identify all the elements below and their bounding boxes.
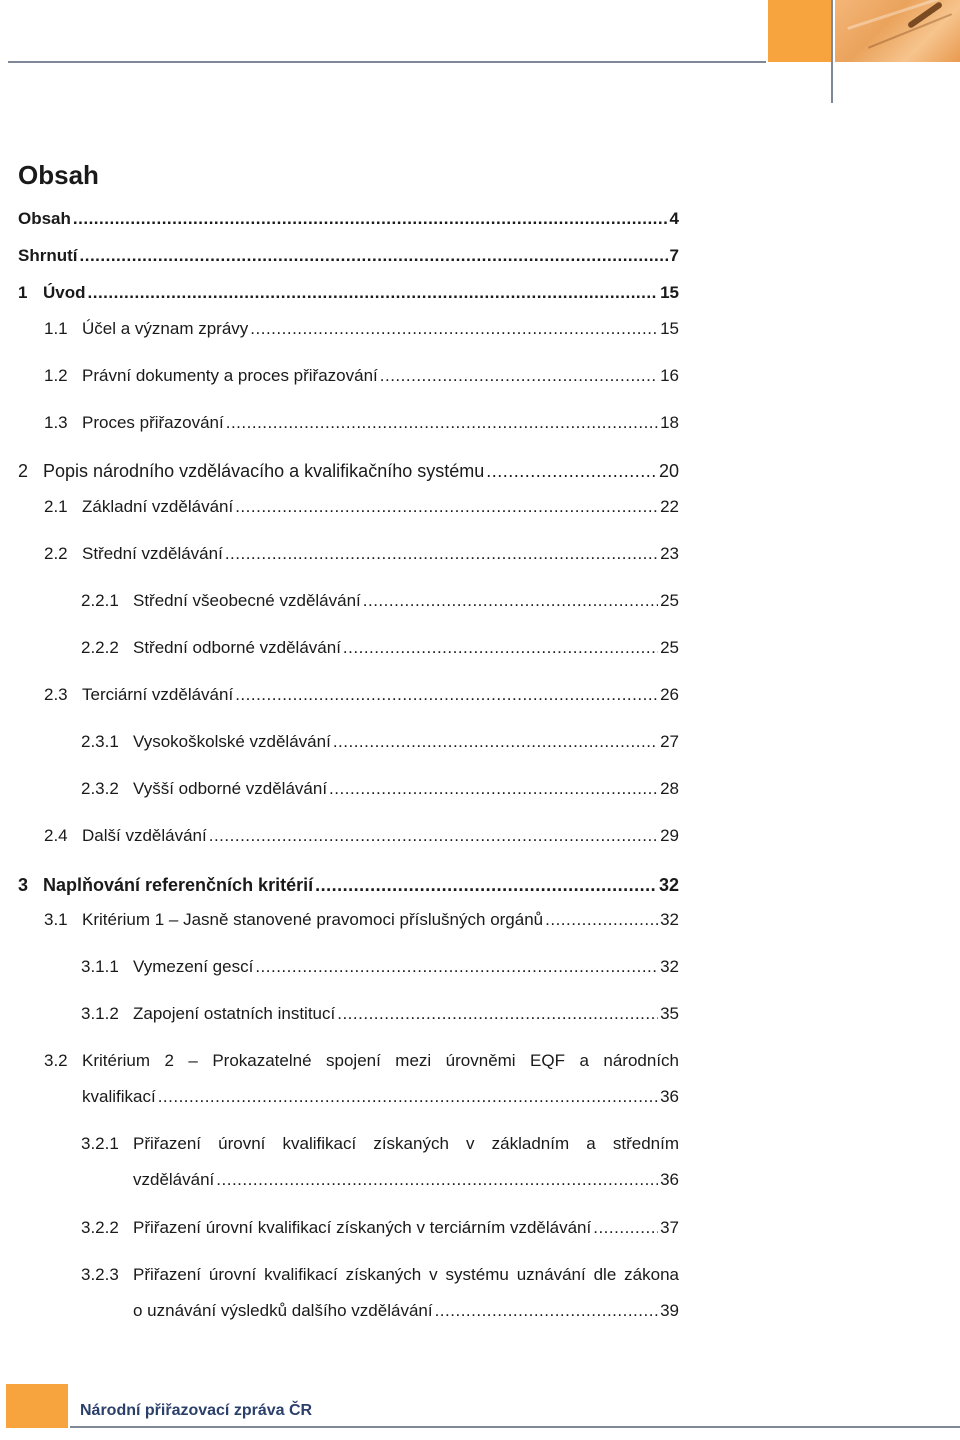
toc-entry-1-1[interactable] [44,319,679,339]
toc-entry-2-3[interactable] [44,685,679,705]
toc-entry-3-2-2[interactable] [81,1218,679,1238]
toc-label: Obsah [18,209,71,228]
toc-page: 15 [660,283,679,302]
toc-label: Úvod [43,283,86,302]
toc-page: 36 [660,1170,679,1189]
header-accent-block [768,0,833,62]
toc-number: 3 [18,875,29,895]
toc-page: 15 [660,319,679,338]
toc-number: 2.2.2 [81,638,119,657]
toc-number: 3.2.1 [81,1134,119,1153]
toc-entry-2-3-1[interactable] [81,732,679,752]
toc-entry-1-3[interactable] [44,413,679,433]
toc-number: 1 [18,283,28,302]
toc-label: Účel a význam zprávy [82,319,249,338]
toc-page: 37 [660,1218,679,1237]
footer-org-name: Národní přiřazovací zpráva ČR [80,1402,313,1419]
toc-number: 3.2.3 [81,1265,119,1284]
toc-entry-2-2-2[interactable] [81,638,679,658]
toc-entry-2-4[interactable] [44,826,679,846]
toc-label: Přiřazení úrovní kvalifikací získaných v základním a středním [133,1134,679,1153]
toc-label: Vyšší odborné vzdělávání [133,779,328,798]
toc-page: 27 [660,732,679,751]
page-title: Obsah [18,160,99,190]
toc-entry-3[interactable] [18,875,679,895]
toc-number: 3.2 [44,1051,68,1070]
toc-entry-3-1-1[interactable] [81,957,679,977]
toc-page: 32 [658,875,679,895]
toc-page: 29 [660,826,679,845]
toc-label: Shrnutí [18,246,78,265]
toc-page: 26 [660,685,679,704]
toc-number: 1.1 [44,319,68,338]
toc-number: 1.3 [44,413,68,432]
toc-page: 28 [660,779,679,798]
toc-label: Přiřazení úrovní kvalifikací získaných v terciárním vzdělávání [133,1218,592,1237]
toc-page: 35 [660,1004,679,1023]
header-vertical-rule [831,0,833,103]
footer-accent-block [6,1384,68,1428]
toc-number: 2.3.1 [81,732,119,751]
toc-entry-2-1[interactable] [44,497,679,517]
toc-number: 3.1.2 [81,1004,119,1023]
footer-rule [70,1426,960,1428]
toc-label: Střední odborné vzdělávání [133,638,341,657]
toc-page: 25 [660,591,679,610]
toc-entry-obsah[interactable] [18,209,679,229]
toc-page: 7 [669,246,679,265]
toc-page: 4 [669,209,679,228]
toc-entry-3-2-1[interactable] [81,1134,679,1190]
toc-entry-3-2[interactable] [44,1051,679,1107]
toc-label: Terciární vzdělávání [82,685,234,704]
toc-label: Střední vzdělávání [82,544,223,563]
toc-page: 32 [660,957,679,976]
toc-label: Střední všeobecné vzdělávání [133,591,361,610]
toc-page: 18 [660,413,679,432]
toc-label: Právní dokumenty a proces přiřazování [82,366,378,385]
toc-number: 1.2 [44,366,68,385]
toc-entry-1-2[interactable] [44,366,679,386]
toc-page: 32 [660,910,679,929]
toc-page: 23 [660,544,679,563]
toc-entry-2-2-1[interactable] [81,591,679,611]
toc-entry-3-1[interactable] [44,910,679,930]
toc-label-continued: o uznávání výsledků dalšího vzdělávání [133,1301,433,1320]
toc-page: 20 [658,461,679,481]
toc-number: 2 [18,461,29,481]
toc-number: 2.3 [44,685,68,704]
toc-number: 2.2.1 [81,591,119,610]
header-photo [835,0,960,62]
toc-number: 2.4 [44,826,68,845]
toc-label: Kritérium 2 – Prokazatelné spojení mezi úrovněmi EQF a národních [82,1051,679,1070]
toc-entry-2-3-2[interactable] [81,779,679,799]
toc-label: Naplňování referenčních kritérií [43,875,314,895]
toc-label: Kritérium 1 – Jasně stanovené pravomoci příslušných orgánů [82,910,544,929]
toc-label: Popis národního vzdělávacího a kvalifikačního systému [43,461,485,481]
toc-entry-2[interactable] [18,461,679,481]
toc-number: 3.1 [44,910,68,929]
toc-page: 25 [660,638,679,657]
toc-page: 16 [660,366,679,385]
toc-entry-1[interactable] [18,283,679,303]
toc-label: Základní vzdělávání [82,497,234,516]
toc-page: 36 [660,1087,679,1106]
toc-entry-3-2-3[interactable] [81,1265,679,1321]
toc-number: 2.2 [44,544,68,563]
toc-entry-2-2[interactable] [44,544,679,564]
toc-label: Další vzdělávání [82,826,207,845]
toc-page: 22 [660,497,679,516]
toc-number: 3.2.2 [81,1218,119,1237]
toc-label: Proces přiřazování [82,413,224,432]
toc-entry-shrnuti[interactable] [18,246,679,266]
toc-number: 3.1.1 [81,957,119,976]
toc-label-continued: vzdělávání [133,1170,215,1189]
toc-label-continued: kvalifikací [82,1087,156,1106]
toc-label: Přiřazení úrovní kvalifikací získaných v systému uznávání dle zákona [133,1265,679,1284]
header-rule [8,61,766,63]
toc-label: Zapojení ostatních institucí [133,1004,336,1023]
toc-number: 2.3.2 [81,779,119,798]
toc-page: 39 [660,1301,679,1320]
toc-entry-3-1-2[interactable] [81,1004,679,1024]
toc-number: 2.1 [44,497,68,516]
toc-label: Vysokoškolské vzdělávání [133,732,331,751]
toc-label: Vymezení gescí [133,957,254,976]
